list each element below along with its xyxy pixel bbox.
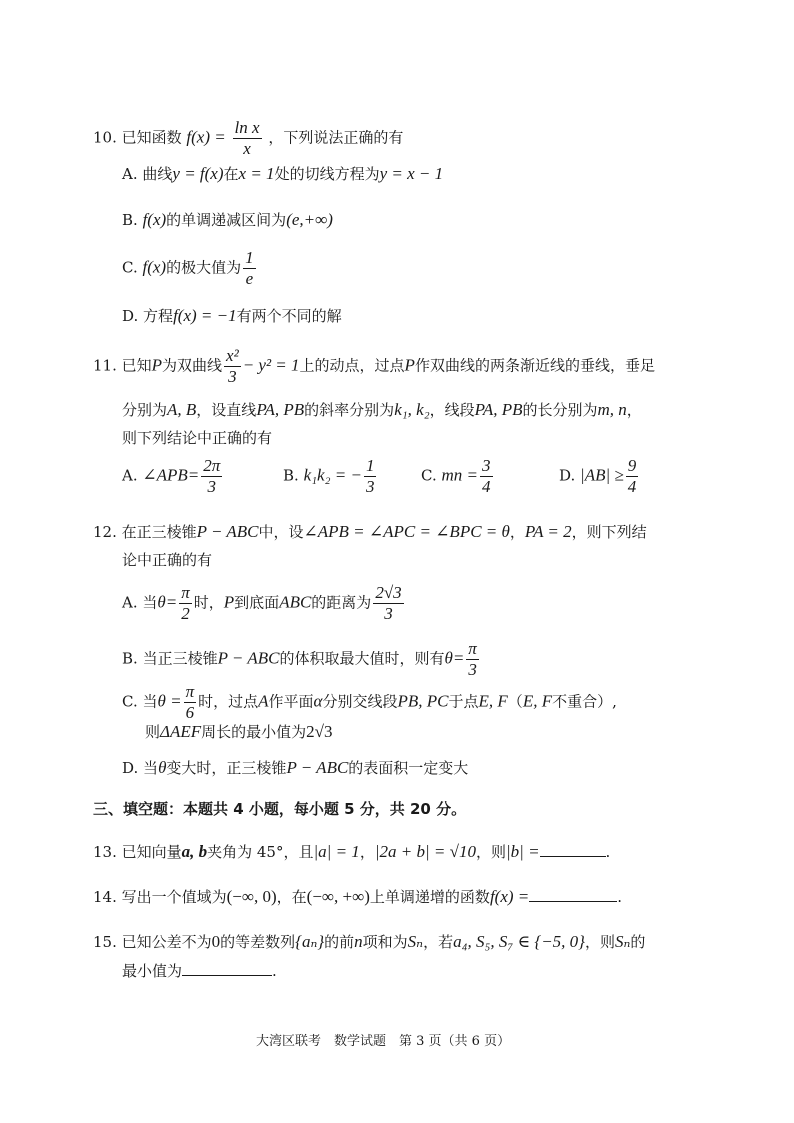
q13-answer-blank[interactable] xyxy=(540,842,606,857)
q11-option-c: C. mn = $\frac{3}{4}$ xyxy=(421,456,491,496)
q10-fraction: $\frac{\text{ln x}}{x}$ xyxy=(234,118,260,158)
q11-a-fraction: $\frac{2\pi}{3}$ xyxy=(203,456,221,496)
section-3-heading: 三、填空题：本题共 4 小题，每小题 5 分，共 20 分。 xyxy=(93,800,467,818)
q11-line2: 分别为A, B，设直线PA, PB的斜率分别为k₁, k₂，线段PA, PB的长分别为m, n， xyxy=(122,400,642,419)
q14-answer-blank[interactable] xyxy=(529,887,617,902)
q11-b-fraction: $\frac{1}{3}$ xyxy=(365,456,375,496)
q11-d-fraction: $\frac{9}{4}$ xyxy=(627,456,637,496)
q10-option-b: B. f(x)的单调递减区间为(e,+∞) xyxy=(122,210,333,229)
q12-option-c: C. 当θ = $\frac{\pi}{6}$ 时，过点A作平面α分别交线段PB, PC于点E, F（E, F不重合）, xyxy=(122,682,617,722)
q10-option-a: A. 曲线y = f(x)在x = 1处的切线方程为y = x − 1 xyxy=(122,164,444,183)
q11-option-a: A. ∠APB= $\frac{2\pi}{3}$ xyxy=(122,456,221,496)
q10-c-fraction: $\frac{1}{e}$ xyxy=(245,248,254,288)
q10-option-c: C. f(x)的极大值为 $\frac{1}{e}$ xyxy=(122,248,254,288)
q15-answer-blank[interactable] xyxy=(182,961,272,976)
q12-option-b: B. 当正三棱锥P − ABC的体积取最大值时，则有θ= $\frac{\pi}{3}$ xyxy=(122,639,477,679)
q12-option-c-line2: 则ΔAEF周长的最小值为2√3 xyxy=(145,722,333,741)
q15: 15. 已知公差不为0的等差数列{aₙ}的前n项和为Sₙ，若a₄, S₅, S₇ ∈ {−5, 0}，则Sₙ的 xyxy=(93,932,646,951)
q14: 14. 写出一个值域为(−∞, 0)，在(−∞, +∞)上单调递增的函数f(x) = . xyxy=(93,887,623,906)
q15-line2: 最小值为 . xyxy=(122,962,277,980)
q11-c-fraction: $\frac{3}{4}$ xyxy=(482,456,491,496)
q11-option-d: D. |AB| ≥ $\frac{9}{4}$ xyxy=(559,456,637,496)
q12-a-fraction: $\frac{\pi}{2}$ xyxy=(181,583,190,623)
q12-line2: 论中正确的有 xyxy=(122,551,213,569)
q11-option-b: B. k₁k₂ = − $\frac{1}{3}$ xyxy=(283,456,375,496)
q12-stem: 12. 在正三棱锥P − ABC中，设∠APB = ∠APC = ∠BPC = θ，PA = 2，则下列结 xyxy=(93,522,647,541)
q11-stem: 11. 已知P为双曲线 $\frac{\text{x²}}{3}$ − y² = 1上的动点，过点P作双曲线的两条渐近线的垂线，垂足 xyxy=(93,346,655,386)
q12-c-fraction: $\frac{\pi}{6}$ xyxy=(185,682,195,722)
q12-option-a: A. 当θ= $\frac{\pi}{2}$ 时，P到底面ABC的距离为 $\frac{2√3}{3}$ xyxy=(122,583,402,623)
q10-option-d: D. 方程f(x) = −1有两个不同的解 xyxy=(122,306,342,325)
q11-hyperbola-fraction: $\frac{\text{x²}}{3}$ xyxy=(226,346,239,386)
q12-b-fraction: $\frac{\pi}{3}$ xyxy=(468,639,477,679)
q13: 13. 已知向量a, b夹角为 45°，且|a| = 1，|2a + b| = √10，则|b| = . xyxy=(93,842,611,861)
q10-stem: 10. 已知函数 f(x) = $\frac{\text{ln x}}{x}$ ，下列说法正确的有 xyxy=(93,118,404,158)
q12-a-distance-fraction: $\frac{2√3}{3}$ xyxy=(375,583,402,623)
page-footer: 大湾区联考 数学试题 第 3 页（共 6 页） xyxy=(256,1034,511,1049)
q11-line3: 则下列结论中正确的有 xyxy=(122,429,273,447)
q12-option-d: D. 当θ变大时，正三棱锥P − ABC的表面积一定变大 xyxy=(122,758,469,777)
